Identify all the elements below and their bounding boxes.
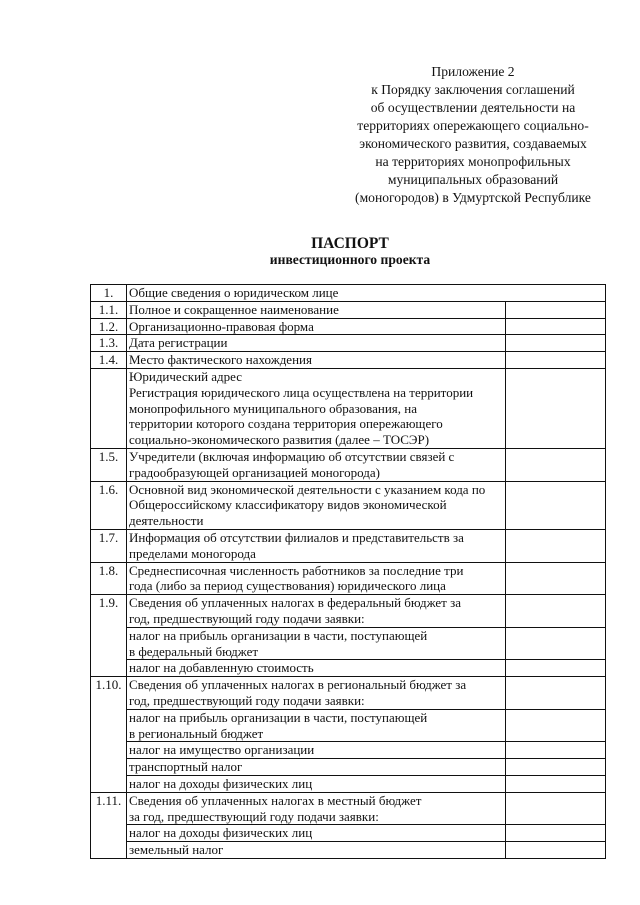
row-label: Организационно-правовая форма	[127, 318, 506, 335]
row-number: 1.11.	[91, 792, 127, 858]
appendix-line: об осуществлении деятельности на	[370, 100, 576, 115]
section-heading: Общие сведения о юридическом лице	[127, 285, 606, 302]
appendix-header	[318, 63, 628, 207]
value-cell[interactable]	[506, 627, 606, 660]
table-row	[91, 285, 606, 302]
document-title: ПАСПОРТ	[311, 235, 389, 252]
row-label: Дата регистрации	[127, 335, 506, 352]
row-label: налог на доходы физических лиц	[127, 775, 506, 792]
row-number: 1.4.	[91, 352, 127, 369]
row-label: Основной вид экономической деятельности с указанием кода по Общероссийскому классификатору видов экономической деятельности	[127, 481, 506, 529]
row-number: 1.8.	[91, 562, 127, 595]
table-row	[91, 825, 606, 842]
table-row	[91, 775, 606, 792]
table-row	[91, 562, 606, 595]
table-row	[91, 352, 606, 369]
row-number: 1.1.	[91, 301, 127, 318]
row-label: Учредители (включая информацию об отсутствии связей с градообразующей организацией моногорода)	[127, 448, 506, 481]
row-label: налог на прибыль организации в части, поступающей в федеральный бюджет	[127, 627, 506, 660]
value-cell[interactable]	[506, 301, 606, 318]
row-number: 1.7.	[91, 529, 127, 562]
row-number: 1.2.	[91, 318, 127, 335]
value-cell[interactable]	[506, 660, 606, 677]
appendix-line: на территориях монопрофильных	[375, 154, 571, 169]
passport-table	[90, 284, 606, 859]
appendix-line: Приложение 2	[431, 64, 515, 79]
row-label: Сведения об уплаченных налогах в местный бюджет за год, предшествующий году подачи заявки:	[127, 792, 506, 825]
row-number: 1.9.	[91, 595, 127, 677]
table-row	[91, 742, 606, 759]
value-cell[interactable]	[506, 742, 606, 759]
value-cell[interactable]	[506, 352, 606, 369]
appendix-line: к Порядку заключения соглашений	[371, 82, 575, 97]
row-label: налог на прибыль организации в части, поступающей в региональный бюджет	[127, 709, 506, 742]
row-label: Место фактического нахождения	[127, 352, 506, 369]
row-label: Информация об отсутствии филиалов и представительств за пределами моногорода	[127, 529, 506, 562]
table-row	[91, 842, 606, 859]
row-number	[91, 368, 127, 448]
table-row	[91, 448, 606, 481]
value-cell[interactable]	[506, 318, 606, 335]
appendix-line: муниципальных образований	[387, 172, 559, 187]
value-cell[interactable]	[506, 677, 606, 710]
value-cell[interactable]	[506, 775, 606, 792]
row-number: 1.6.	[91, 481, 127, 529]
row-label: земельный налог	[127, 842, 506, 859]
value-cell[interactable]	[506, 842, 606, 859]
value-cell[interactable]	[506, 825, 606, 842]
row-label: налог на имущество организации	[127, 742, 506, 759]
value-cell[interactable]	[506, 448, 606, 481]
value-cell[interactable]	[506, 595, 606, 628]
table-row	[91, 529, 606, 562]
appendix-line: экономического развития, создаваемых	[359, 136, 587, 151]
row-number: 1.5.	[91, 448, 127, 481]
appendix-line: территориях опережающего социально-	[357, 118, 589, 133]
value-cell[interactable]	[506, 709, 606, 742]
value-cell[interactable]	[506, 759, 606, 776]
value-cell[interactable]	[506, 481, 606, 529]
table-row	[91, 660, 606, 677]
table-row	[91, 335, 606, 352]
table-row	[91, 759, 606, 776]
value-cell[interactable]	[506, 529, 606, 562]
table-row	[91, 792, 606, 825]
row-label: Юридический адрес Регистрация юридического лица осуществлена на территории монопрофильного муниципального образования, на территории которого создана территория опережающего социально-экономического развития (далее – ТОСЭР)	[127, 368, 506, 448]
table-row	[91, 481, 606, 529]
table-row	[91, 368, 606, 448]
value-cell[interactable]	[506, 562, 606, 595]
document-subtitle: инвестиционного проекта	[269, 252, 431, 267]
row-label: Полное и сокращенное наименование	[127, 301, 506, 318]
table-row	[91, 595, 606, 628]
value-cell[interactable]	[506, 792, 606, 825]
row-number: 1.	[91, 285, 127, 302]
row-label: транспортный налог	[127, 759, 506, 776]
table-row	[91, 709, 606, 742]
appendix-line: (моногородов) в Удмуртской Республике	[355, 190, 591, 205]
table-row	[91, 318, 606, 335]
table-row	[91, 677, 606, 710]
row-label: Среднесписочная численность работников за последние три года (либо за период существования) юридического лица	[127, 562, 506, 595]
row-label: налог на добавленную стоимость	[127, 660, 506, 677]
table-row	[91, 627, 606, 660]
row-label: Сведения об уплаченных налогах в региональный бюджет за год, предшествующий году подачи заявки:	[127, 677, 506, 710]
value-cell[interactable]	[506, 335, 606, 352]
row-number: 1.10.	[91, 677, 127, 793]
row-label: налог на доходы физических лиц	[127, 825, 506, 842]
value-cell[interactable]	[506, 368, 606, 448]
table-row	[91, 301, 606, 318]
row-label: Сведения об уплаченных налогах в федеральный бюджет за год, предшествующий году подачи заявки:	[127, 595, 506, 628]
row-number: 1.3.	[91, 335, 127, 352]
